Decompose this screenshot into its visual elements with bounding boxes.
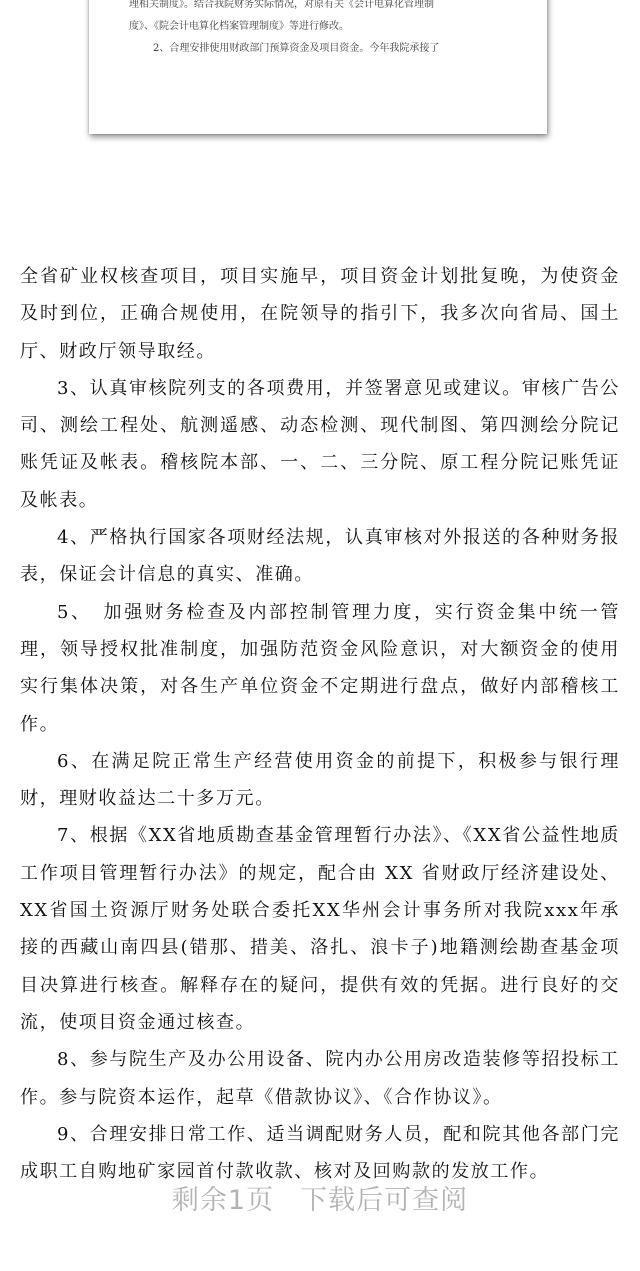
- download-to-read-more-button[interactable]: [0, 1178, 640, 1217]
- paragraph-item-4: 4、严格执行国家各项财经法规，认真审核对外报送的各种财务报表，保证会计信息的真实、准确。: [20, 527, 620, 586]
- preview-line: 理相关制度》。结合我院财务实际情况，对原有关《会计电算化管理制: [129, 0, 434, 10]
- preview-text-block: [89, 0, 547, 60]
- page-preview: [0, 0, 640, 160]
- paragraph-item-5: 5、 加强财务检查及内部控制管理力度，实行资金集中统一管理，领导授权批准制度，加强防范资金风险意识，对大额资金的使用实行集体决策，对各生产单位资金不定期进行盘点，做好内部稽核工作。: [20, 601, 620, 735]
- remaining-pages-label: 剩余1页: [171, 1185, 275, 1216]
- paragraph-item-7: 7、根据《XX省地质勘查基金管理暂行办法》、《XX省公益性地质工作项目管理暂行办法》的规定，配合由 XX 省财政厅经济建设处、XX省国土资源厅财务处联合委托XX华州会计事务所对我院xxx年承接的西藏山南四县(错那、措美、洛扎、浪卡子)地籍测绘勘查基金项目决算进行核查。解释存在的疑问，提供有效的凭据。进行良好的交流，使项目资金通过核查。: [20, 825, 620, 1033]
- preview-page-card: [89, 0, 547, 134]
- preview-line: 度》、《院会计电算化档案管理制度》等进行修改。: [129, 21, 349, 32]
- document-body: [20, 258, 620, 1190]
- paragraph-continuation: 全省矿业权核查项目，项目实施早，项目资金计划批复晚，为使资金及时到位，正确合规使用，在院领导的指引下，我多次向省局、国土厅、财政厅领导取经。: [20, 266, 620, 362]
- paragraph-item-9: 9、合理安排日常工作、适当调配财务人员，配和院其他各部门完成职工自购地矿家园首付款收款、核对及回购款的发放工作。: [20, 1123, 620, 1183]
- paragraph-item-8: 8、参与院生产及办公用设备、院内办公用房改造装修等招投标工作。参与院资本运作，起草《借款协议》、《合作协议》。: [20, 1049, 620, 1108]
- paragraph-item-6: 6、在满足院正常生产经营使用资金的前提下，积极参与银行理财，理财收益达二十多万元。: [20, 750, 620, 810]
- download-hint-label: 下载后可查阅: [300, 1185, 469, 1216]
- paragraph-item-3: 3、认真审核院列支的各项费用，并签署意见或建议。审核广告公司、测绘工程处、航测遥感、动态检测、现代制图、第四测绘分院记账凭证及帐表。稽核院本部、一、二、三分院、原工程分院记账凭证及帐表。: [20, 377, 620, 511]
- preview-line: 2、合理安排使用财政部门预算资金及项目资金。今年我院承接了: [153, 43, 440, 54]
